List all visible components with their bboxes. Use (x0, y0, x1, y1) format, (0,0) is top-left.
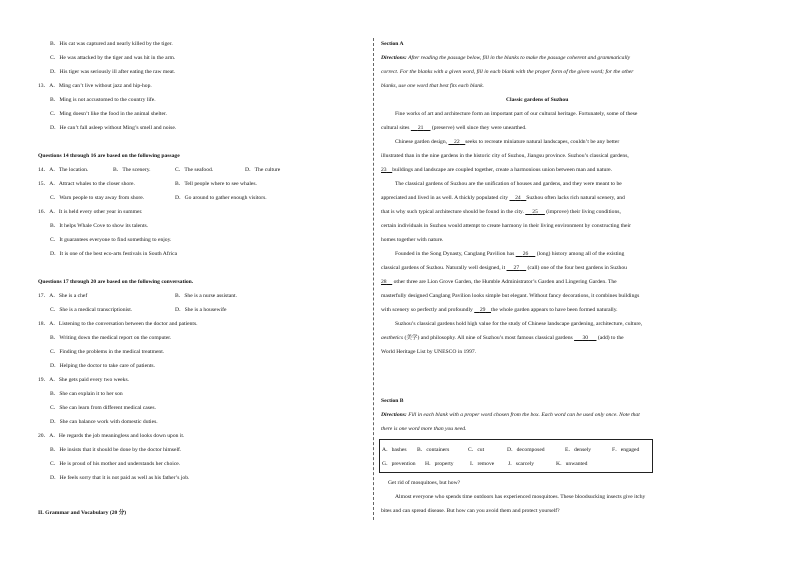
word-option-c: C．cut (468, 447, 485, 453)
text: Chinese garden design, (395, 139, 448, 145)
q15-option-d: D．Go around to gather enough visitors. (175, 195, 267, 201)
section-a-directions-line3: blanks, use one word that best fits each blank. (381, 83, 484, 89)
b-passage-line1: Get rid of mosquitoes, but how? (388, 480, 461, 486)
text: appreciated and lived in as well. A thickly populated city (381, 195, 509, 201)
section-b-title: Section B (381, 398, 404, 404)
directions-text: After reading the passage below, fill in the blanks to make the passage coherent and grammatically (406, 55, 631, 61)
text: classical gardens of Suzhou. Naturally well designed, it (381, 265, 506, 271)
p3-line4: certain individuals in Suzhou would attempt to create harmony in their living environment by constructing their (381, 223, 631, 229)
p4-line2 (381, 266, 627, 272)
q15-option-c: C．Warn people to stay away from shore. (50, 195, 145, 201)
word-option-e: E．densely (565, 447, 592, 453)
q19-option-c: C．She can learn from different medical cases. (50, 405, 156, 411)
blank-number: 29 (479, 307, 486, 313)
text: (add) to the (597, 335, 624, 341)
q16-option-a: 16．A．It is held every other year in summer. (38, 209, 143, 215)
blank-number: 23 (381, 167, 387, 173)
blank-26[interactable] (516, 251, 536, 257)
q17-option-c: C．She is a medical transcriptionist. (50, 307, 133, 313)
blank-27[interactable] (507, 265, 527, 271)
section-b-directions-line2: there is one word more than you need. (381, 426, 467, 432)
text: (long) history among all of the existing (536, 251, 625, 257)
p4-line4: masterfully designed Canglang Pavilion looks simple but elegant. Without fancy decorations, it combines buildings (381, 293, 640, 299)
blank-number: 27 (513, 265, 520, 271)
blank-28[interactable] (381, 279, 392, 285)
text: that is why such typical architecture should be found in the city. (381, 209, 524, 215)
section-heading-14-16: Questions 14 through 16 are based on the following passage (38, 153, 180, 159)
text: (美学) and philosophy. All nine of Suzhou’s most famous classical gardens (404, 335, 573, 341)
q16-option-c: C．It guarantees everyone to find something to enjoy. (50, 237, 172, 243)
q13-option-a: 13．A．Ming can’t live without jazz and hip-hop. (38, 83, 152, 89)
blank-29[interactable] (474, 307, 491, 313)
word-option-g: G．prevention (382, 461, 416, 467)
q16-option-b: B．It helps Whale Cove to show its talents. (50, 223, 149, 229)
blank-number: 26 (522, 251, 529, 257)
text: (preserve) well since they were unearthed. (431, 125, 527, 131)
q13-option-b: B．Ming is not accustomed to the country life. (50, 97, 156, 103)
word-option-f: F．engaged (612, 447, 640, 453)
q20-option-d: D．He feels sorry that it is not paid as well as his father’s job. (50, 475, 190, 481)
word-option-j: J．scarcely (508, 461, 535, 467)
word-box (379, 439, 653, 473)
text: the whole garden appears to have been formed naturally. (491, 307, 618, 313)
b-passage-line3: bites and can spread disease. But how can you avoid them and protect yourself? (381, 508, 560, 514)
blank-23[interactable] (381, 167, 392, 173)
text: (call) one of the four best gardens in Suzhou (527, 265, 627, 271)
q20-option-c: C．He is proud of his mother and understands her choice. (50, 461, 181, 467)
p3-line3 (381, 210, 621, 216)
p5-line2 (381, 336, 624, 342)
text: aesthetics (381, 335, 404, 341)
p1-line1: Fine works of art and architecture form an important part of our cultural heritage. Fortunately, some of these (395, 111, 638, 117)
blank-22[interactable] (448, 139, 465, 145)
q20-option-b: B．He insists that it should be done by the doctor himself. (50, 447, 182, 453)
p3-line1: The classical gardens of Suzhou are the unification of houses and gardens, and they were meant to be (395, 181, 622, 187)
p2-line1 (395, 140, 619, 146)
word-option-h: H．property (425, 461, 454, 467)
word-option-d: D．decomposed (507, 447, 545, 453)
text: cultural sites (381, 125, 410, 131)
q12-option-b: B．His cat was captured and nearly killed by the tiger. (50, 41, 173, 47)
p2-line2: illustrated than in the nine gardens in the historic city of Suzhou, Jiangsu province. Suzhou’s classical gardens, (381, 153, 629, 159)
q13-option-c: C．Ming doesn’t like the food in the animal shelter. (50, 111, 167, 117)
section-a-title: Section A (381, 41, 404, 47)
p3-line5: homes together with nature. (381, 237, 444, 243)
blank-number: 30 (582, 335, 589, 341)
section-ii-heading: II. Grammar and Vocabulary (20 分) (38, 510, 127, 516)
directions-label: Directions: (381, 55, 407, 61)
text: seeks to recreate miniature natural landscapes, couldn’t be any better (465, 139, 620, 145)
q17-option-a: 17．A．She is a chef (38, 293, 88, 299)
p5-line3: World Heritage List by UNESCO in 1997. (381, 349, 477, 355)
text: Founded in the Song Dynasty, Canglang Pavilion has (395, 251, 515, 257)
p5-line1: Suzhou’s classical gardens hold high value for the study of Chinese landscape gardening, architecture, culture, (395, 321, 643, 327)
q19-option-d: D．She can balance work with domestic duties. (50, 419, 158, 425)
blank-30[interactable] (574, 335, 596, 341)
blank-21[interactable] (411, 125, 431, 131)
q14-option-c: C．The seafood. (175, 167, 214, 173)
word-option-i: I．remove (470, 461, 495, 467)
word-option-k: K．unwanted (556, 461, 588, 467)
blank-number: 28 (381, 279, 387, 285)
blank-number: 21 (417, 125, 424, 131)
p3-line2 (381, 196, 625, 202)
text: with scenery so perfectly and profoundly (381, 307, 473, 313)
q18-option-c: C．Finding the problems in the medical treatment. (50, 349, 165, 355)
q20-option-a: 20．A．He regards the job meaningless and looks down upon it. (38, 433, 185, 439)
b-passage-line2: Almost everyone who spends time outdoors has experienced mosquitoes. These bloodsucking insects give itchy (395, 494, 646, 500)
text: (improve) their living conditions, (546, 209, 621, 215)
section-a-directions-line1 (381, 56, 630, 62)
directions-label: Directions: (381, 412, 407, 418)
q12-option-c: C．He was attacked by the tiger and was hit in the arm. (50, 55, 176, 61)
q14-option-b: B．The scenery. (113, 167, 151, 173)
q15-option-b: B．Tell people where to see whales. (175, 181, 257, 187)
blank-24[interactable] (509, 195, 526, 201)
text: other three are Lion Grove Garden, the Humble Administrator’s Garden and Lingering Garden. The (393, 279, 617, 285)
section-heading-17-20: Questions 17 through 20 are based on the following conversation. (38, 279, 194, 285)
q19-option-a: 19．A．She gets paid every two weeks. (38, 377, 130, 383)
section-a-directions-line2: correct. For the blanks with a given word, fill in each blank with the proper form of the given word; for the other (381, 69, 634, 75)
q16-option-d: D．It is one of the best eco-arts festivals in South Africa (50, 251, 178, 257)
passage-title: Classic gardens of Suzhou (506, 97, 569, 103)
q17-option-d: D．She is a housewife (175, 307, 227, 313)
blank-number: 22 (454, 139, 460, 145)
q18-option-d: D．Helping the doctor to take care of patients. (50, 363, 156, 369)
section-b-directions-line1 (381, 413, 640, 419)
q14-option-a: 14．A．The location. (38, 167, 89, 173)
q18-option-b: B．Writing down the medical report on the computer. (50, 335, 172, 341)
q14-option-d: D．The culture (245, 167, 281, 173)
p2-line3 (381, 168, 612, 174)
text: buildings and landscape are coupled together, create a harmonious union between man and nature. (392, 167, 613, 173)
word-option-b: B．containers (417, 447, 450, 453)
q12-option-d: D．His tiger was seriously ill after eating the raw meat. (50, 69, 176, 75)
blank-number: 24 (515, 195, 521, 201)
blank-number: 25 (532, 209, 538, 215)
directions-text: Fill in each blank with a proper word chosen from the box. Each word can be used only once. Note that (406, 412, 640, 418)
word-option-a: A．bashes (382, 447, 407, 453)
p4-line5 (381, 308, 618, 314)
q19-option-b: B．She can explain it to her son (50, 391, 123, 397)
blank-25[interactable] (525, 209, 545, 215)
q15-option-a: 15．A．Attract whales to the closer shore. (38, 181, 135, 187)
column-divider (373, 38, 374, 520)
text: Suzhou often lacks rich natural scenery, and (526, 195, 625, 201)
q18-option-a: 18．A．Listening to the conversation between the doctor and patients. (38, 321, 198, 327)
p4-line1 (395, 252, 624, 258)
p1-line2 (381, 126, 527, 132)
q17-option-b: B．She is a nurse assistant. (175, 293, 237, 299)
q13-option-d: D．He can’t fall asleep without Ming’s smell and noise. (50, 125, 177, 131)
p4-line3 (381, 280, 617, 286)
